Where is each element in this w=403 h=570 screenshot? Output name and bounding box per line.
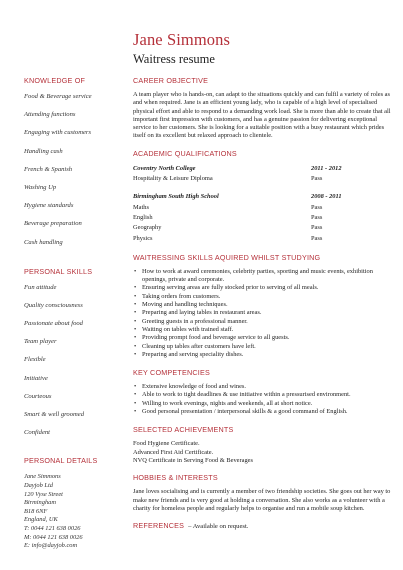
result: Pass	[311, 234, 323, 242]
knowledge-item: Handling cash	[24, 147, 63, 155]
references-line	[133, 521, 395, 530]
subject: Physics	[133, 234, 153, 242]
list-item: • Preparing and serving speciality dishes.	[133, 351, 395, 359]
list-item: • Taking orders from customers.	[133, 293, 395, 301]
personal-skill-item: Passionate about food	[24, 320, 83, 328]
qualification-school-row	[133, 164, 395, 174]
knowledge-item: Beverage preparation	[24, 220, 82, 228]
knowledge-item: Food & Beverage service	[24, 93, 92, 100]
list-item: • Good personal presentation / interpersonal skills & a good command of English.	[133, 408, 395, 416]
list-item: • Extensive knowledge of food and wines.	[133, 383, 395, 391]
personal-skill-item: Smart & well groomed	[24, 411, 85, 418]
academic-heading: ACADEMIC QUALIFICATIONS	[133, 148, 237, 158]
list-item: • Preparing and laying tables in restaurant areas.	[133, 309, 395, 317]
qualification-row	[133, 223, 395, 233]
qualification-row	[133, 213, 395, 223]
resume-title: Waitress resume	[133, 52, 215, 66]
subject: Hospitality & Leisure Diploma	[133, 175, 213, 183]
details-line: 120 Vyse Street	[24, 490, 63, 498]
key-competencies-list	[133, 383, 395, 416]
knowledge-item: Attending functions	[24, 111, 76, 119]
list-item: NVQ Certificate in Serving Food & Beverages	[133, 456, 253, 464]
list-item: • Able to work to tight deadlines & use initiative within a pressurised environment.	[133, 391, 395, 399]
details-line: M: 0044 121 638 0026	[24, 533, 83, 541]
details-line: Jane Simmons	[24, 473, 61, 481]
school-years: 2011 - 2012	[311, 164, 342, 172]
details-line: T: 0044 121 638 0026	[24, 524, 81, 532]
references-text: – Available on request.	[188, 523, 249, 531]
school-name: Birmingham South High School	[133, 193, 219, 201]
result: Pass	[311, 203, 323, 211]
hobbies-heading: HOBBIES & INTERESTS	[133, 473, 218, 483]
subject: English	[133, 213, 153, 221]
knowledge-item: Washing Up	[24, 183, 57, 191]
qualifications-table	[133, 164, 395, 244]
knowledge-item: French & Spanish	[24, 165, 73, 173]
details-line: E: info@dayjob.com	[24, 542, 78, 550]
references-heading: REFERENCES	[133, 521, 185, 531]
achievements-list	[133, 440, 395, 465]
details-line: England, UK	[24, 516, 58, 524]
subject: Maths	[133, 203, 149, 211]
resume-header	[133, 30, 395, 67]
qualification-row	[133, 234, 395, 244]
personal-skill-item: Quality consciousness	[24, 301, 83, 309]
main-content	[133, 76, 395, 530]
details-line: Birmingham	[24, 499, 56, 507]
qualification-school-row	[133, 192, 395, 202]
details-line: Dayjob Ltd	[24, 481, 53, 489]
list-item: • How to work at award ceremonies, celebrity parties, sporting and music events, exhibition openings, private and corporate.	[133, 268, 395, 285]
subject: Geography	[133, 224, 162, 232]
list-item: • Willing to work evenings, nights and weekends, all at short notice.	[133, 400, 395, 408]
waitressing-skills-list	[133, 268, 395, 359]
details-line: B18 6NF	[24, 507, 48, 515]
knowledge-item: Engaging with customers	[24, 129, 92, 137]
list-item: • Greeting guests in a professional manner.	[133, 318, 395, 326]
personal-skill-item: Confident	[24, 429, 51, 437]
knowledge-heading: KNOWLEDGE OF	[24, 76, 86, 85]
candidate-name: Jane Simmons	[133, 30, 230, 49]
list-item: • Providing prompt food and beverage service to all guests.	[133, 334, 395, 342]
knowledge-item: Cash handling	[24, 238, 63, 246]
career-objective-heading: CAREER OBJECTIVE	[133, 76, 209, 85]
sidebar	[24, 76, 124, 551]
personal-details-heading: PERSONAL DETAILS	[24, 456, 98, 466]
knowledge-item: Hygiene standards	[24, 202, 74, 210]
spacer-row	[133, 184, 395, 192]
personal-skill-item: Flexible	[24, 356, 46, 364]
result: Pass	[311, 175, 323, 183]
list-item: • Waiting on tables with trained staff.	[133, 326, 395, 334]
list-item: • Moving and handling techniques.	[133, 301, 395, 309]
hobbies-text: Jane loves socialising and is currently a member of two friendship societies. She goes out her way to make new friends and is very good at holding a conversation. She also works as a volunteer with a charity for homeless people and regularly helps to organise and run a mobile soup kitchen.	[133, 488, 391, 512]
personal-details	[24, 473, 124, 550]
personal-skills-heading: PERSONAL SKILLS	[24, 266, 93, 276]
achievements-heading: SELECTED ACHIEVEMENTS	[133, 425, 234, 435]
qualification-row	[133, 174, 395, 184]
result: Pass	[311, 224, 323, 232]
career-objective-text: A team player who is hands-on, can adapt to the situations quickly and can fulfil a variety of roles as and when required. Jane is an efficient young lady, who is capable of a high level of specialised physical effort and able to respond to a demanding work load. She is more than able to create that all important first impression with customers, and has a genuine passion for delivering exceptional service to her customers. She is looking for a suitable position with a busy restaurant which prides itself on its excellent but relaxed approach to clientele.	[133, 91, 391, 140]
knowledge-list	[24, 92, 124, 256]
personal-skill-item: Courteous	[24, 392, 52, 400]
personal-skill-item: Initiative	[24, 374, 48, 382]
personal-skill-item: Team player	[24, 338, 57, 346]
school-years: 2008 - 2011	[311, 193, 342, 201]
qualification-row	[133, 203, 395, 213]
result: Pass	[311, 213, 323, 221]
list-item: Food Hygiene Certificate.	[133, 440, 200, 448]
key-competencies-heading: KEY COMPETENCIES	[133, 368, 210, 378]
list-item: • Cleaning up tables after customers have left.	[133, 343, 395, 351]
personal-skill-item: Fun attitude	[24, 283, 57, 291]
waitressing-skills-heading: WAITRESSING SKILLS AQUIRED WHILST STUDYING	[133, 252, 321, 262]
list-item: Advanced First Aid Certificate.	[133, 448, 214, 456]
list-item: • Ensuring serving areas are fully stocked prior to serving of all meals.	[133, 284, 395, 292]
personal-skills-list	[24, 283, 124, 447]
school-name: Coventry North College	[133, 164, 196, 172]
